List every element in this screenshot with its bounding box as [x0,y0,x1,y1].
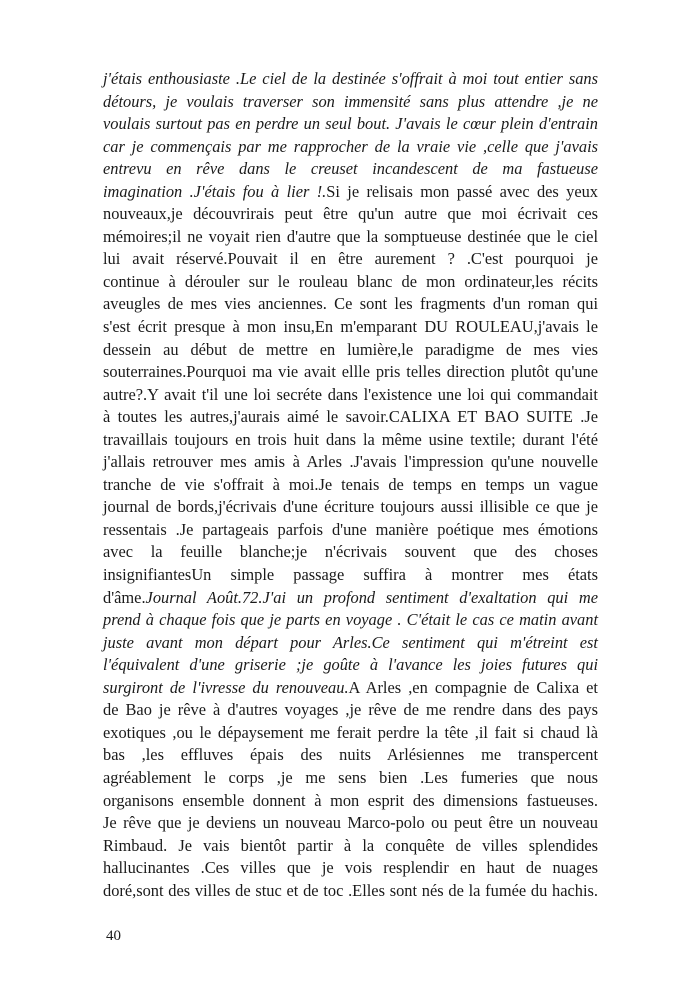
text-line [103,496,598,519]
text-segment: de Bao je rêve à d'autres voyages ,je rêve de me rendre dans des pays [103,700,598,720]
text-segment: travaillais toujours en trois huit dans la même usine textile; durant l'été [103,429,598,449]
text-line [103,113,598,136]
text-line [103,384,598,407]
italic-text-segment: entrevu en rêve dans le creuset incandescent de ma fastueuse [103,159,598,179]
text-segment: j'allais retrouver mes amis à Arles .J'avais l'impression qu'une nouvelle [103,452,598,472]
text-line [103,226,598,249]
text-line [103,587,598,610]
text-line [103,451,598,474]
text-line [103,609,598,632]
text-line [103,158,598,181]
text-line [103,429,598,452]
text-line [103,248,598,271]
text-segment: journal de bords,j'écrivais d'une écriture toujours aussi illisible ce que je [103,497,598,517]
text-segment: organisons ensemble donnent à mon esprit des dimensions fastueuses. [103,790,598,810]
text-line [103,812,598,835]
text-line [103,519,598,542]
text-line [103,699,598,722]
text-line [103,767,598,790]
text-line [103,271,598,294]
text-segment: ressentais .Je partageais parfois d'une manière poétique mes émotions [103,519,598,539]
text-segment: nouveaux,je découvrirais peut être qu'un autre que moi écrivait ces [103,204,598,224]
text-segment: Si je relisais mon passé avec des yeux [326,181,598,201]
text-segment: continue à dérouler sur le rouleau blanc de mon ordinateur,les récits [103,271,598,291]
text-line [103,722,598,745]
text-line [103,181,598,204]
text-line [103,406,598,429]
text-line [103,835,598,858]
text-segment: doré,sont des villes de stuc et de toc .Elles sont nés de la fumée du hachis. [103,880,598,900]
text-segment: tranche de vie s'offrait à moi.Je tenais de temps en temps un vague [103,474,598,494]
body-text [103,68,598,902]
text-segment: A Arles ,en compagnie de Calixa et [348,677,598,697]
italic-text-segment: surgiront de l'ivresse du renouveau. [103,677,349,697]
text-line [103,880,598,903]
text-segment: hallucinantes .Ces villes que je vois resplendir en haut de nuages [103,858,598,878]
text-line [103,293,598,316]
text-segment: lui avait réservé.Pouvait il en être aurement ? .C'est pourquoi je [103,249,598,269]
text-segment: s'est écrit presque à mon insu,En m'emparant DU ROULEAU,j'avais le [103,317,598,337]
text-line [103,136,598,159]
text-segment: souterraines.Pourquoi ma vie avait ellle pris telles direction plutôt qu'une [103,362,598,382]
text-segment: d'âme. [103,587,146,607]
text-line [103,541,598,564]
text-line [103,632,598,655]
text-line [103,361,598,384]
italic-text-segment: voulais surtout pas en perdre un seul bout. J'avais le cœur plein d'entrain [103,114,598,134]
text-segment: autre?.Y avait t'il une loi secréte dans l'existence une loi qui commandait [103,384,598,404]
text-line [103,339,598,362]
text-line [103,677,598,700]
text-segment: bas ,les effluves épais des nuits Arlésiennes me transpercent [103,745,598,765]
text-segment: Rimbaud. Je vais bientôt partir à la conquête de villes splendides [103,835,598,855]
italic-text-segment: juste avant mon départ pour Arles.Ce sentiment qui m'étreint est [103,632,598,652]
text-line [103,790,598,813]
text-line [103,91,598,114]
italic-text-segment: imagination .J'étais fou à lier !. [103,181,327,201]
text-line [103,857,598,880]
italic-text-segment: l'équivalent d'une griserie ;je goûte à l'avance les joies futures qui [103,655,598,675]
text-line [103,474,598,497]
text-segment: agréablement le corps ,je me sens bien .Les fumeries que nous [103,767,598,787]
italic-text-segment: prend à chaque fois que je parts en voyage . C'était le cas ce matin avant [103,610,598,630]
text-line [103,68,598,91]
text-segment: insignifiantesUn simple passage suffira à montrer mes états [103,565,598,585]
text-segment: exotiques ,ou le dépaysement me ferait perdre la tête ,il fait si chaud là [103,722,598,742]
text-line [103,654,598,677]
text-segment: aveugles de mes vies anciennes. Ce sont les fragments d'un roman qui [103,294,598,314]
text-line [103,564,598,587]
text-line [103,203,598,226]
page-number: 40 [106,928,121,944]
text-segment: Je rêve que je deviens un nouveau Marco-polo ou peut être un nouveau [103,813,598,833]
italic-text-segment: j'étais enthousiaste .Le ciel de la destinée s'offrait à moi tout entier sans [103,69,598,88]
text-segment: dessein au début de mettre en lumière,le paradigme de mes vies [103,339,598,359]
text-line [103,316,598,339]
text-segment: mémoires;il ne voyait rien d'autre que la somptueuse destinée que le ciel [103,226,598,246]
text-segment: avec la feuille blanche;je n'écrivais souvent que des choses [103,542,598,562]
text-segment: à toutes les autres,j'aurais aimé le savoir.CALIXA ET BAO SUITE .Je [103,407,598,427]
italic-text-segment: détours, je voulais traverser son immensité sans plus attendre ,je ne [103,91,598,111]
italic-text-segment: Journal Août.72.J'ai un profond sentiment d'exaltation qui me [145,587,598,607]
italic-text-segment: car je commençais par me rapprocher de la vraie vie ,celle que j'avais [103,136,598,156]
text-line [103,744,598,767]
